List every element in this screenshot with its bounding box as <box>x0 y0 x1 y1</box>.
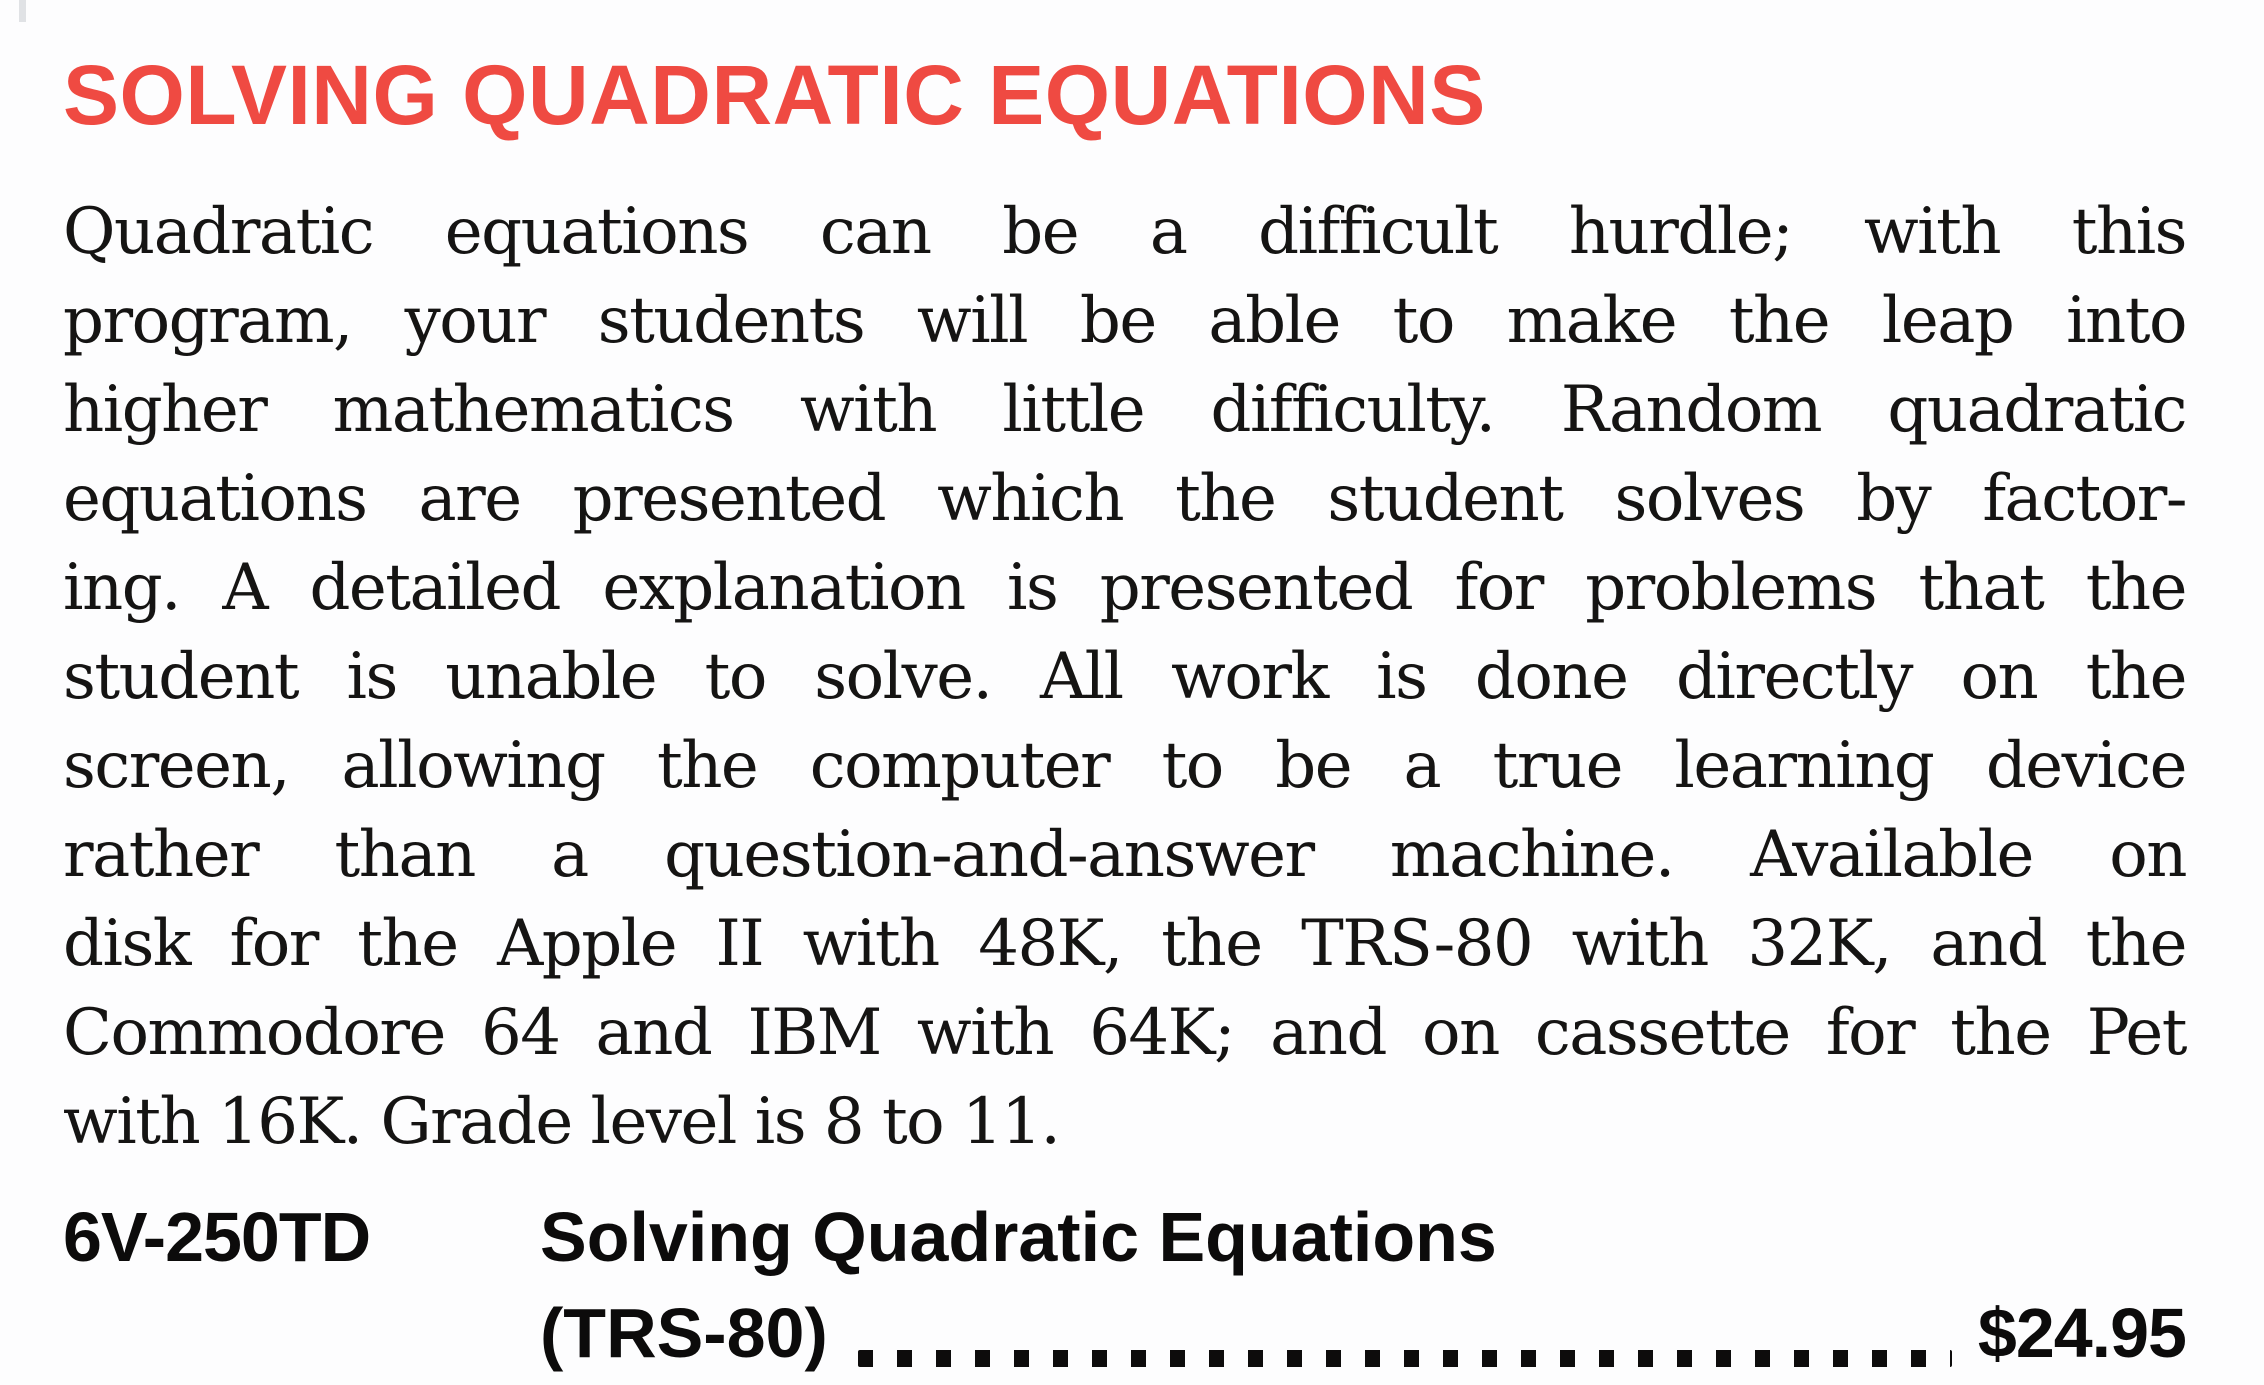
product-price-line <box>540 1285 2186 1381</box>
paragraph-line: disk for the Apple II with 48K, the TRS-80 with 32K, and the <box>63 907 2186 982</box>
scan-artifact <box>19 0 26 22</box>
paragraph-line: with 16K. Grade level is 8 to 11. <box>63 1085 1060 1160</box>
product-title: Solving Quadratic Equations <box>540 1198 1497 1277</box>
paragraph-line: equations are presented which the student solves by factor- <box>63 462 2186 537</box>
description-paragraph <box>63 188 2186 1167</box>
section-headline: SOLVING QUADRATIC EQUATIONS <box>63 48 1486 142</box>
dot-leader <box>858 1350 1952 1367</box>
paragraph-line: higher mathematics with little difficulty. Random quadratic <box>63 373 2186 448</box>
product-entry <box>540 1189 2186 1381</box>
product-price: $24.95 <box>1977 1294 2186 1373</box>
paragraph-line: rather than a question-and-answer machine. Available on <box>63 818 2186 893</box>
paragraph-line: program, your students will be able to make the leap into <box>63 284 2186 359</box>
catalog-listing <box>63 1189 2186 1381</box>
product-platform: (TRS-80) <box>540 1294 828 1373</box>
paragraph-line: screen, allowing the computer to be a true learning device <box>63 729 2186 804</box>
paragraph-line: Commodore 64 and IBM with 64K; and on cassette for the Pet <box>63 996 2186 1071</box>
paragraph-line: Quadratic equations can be a difficult hurdle; with this <box>63 195 2186 270</box>
product-code: 6V-250TD <box>63 1198 371 1277</box>
paragraph-line: ing. A detailed explanation is presented for problems that the <box>63 551 2186 626</box>
paragraph-line: student is unable to solve. All work is done directly on the <box>63 640 2186 715</box>
